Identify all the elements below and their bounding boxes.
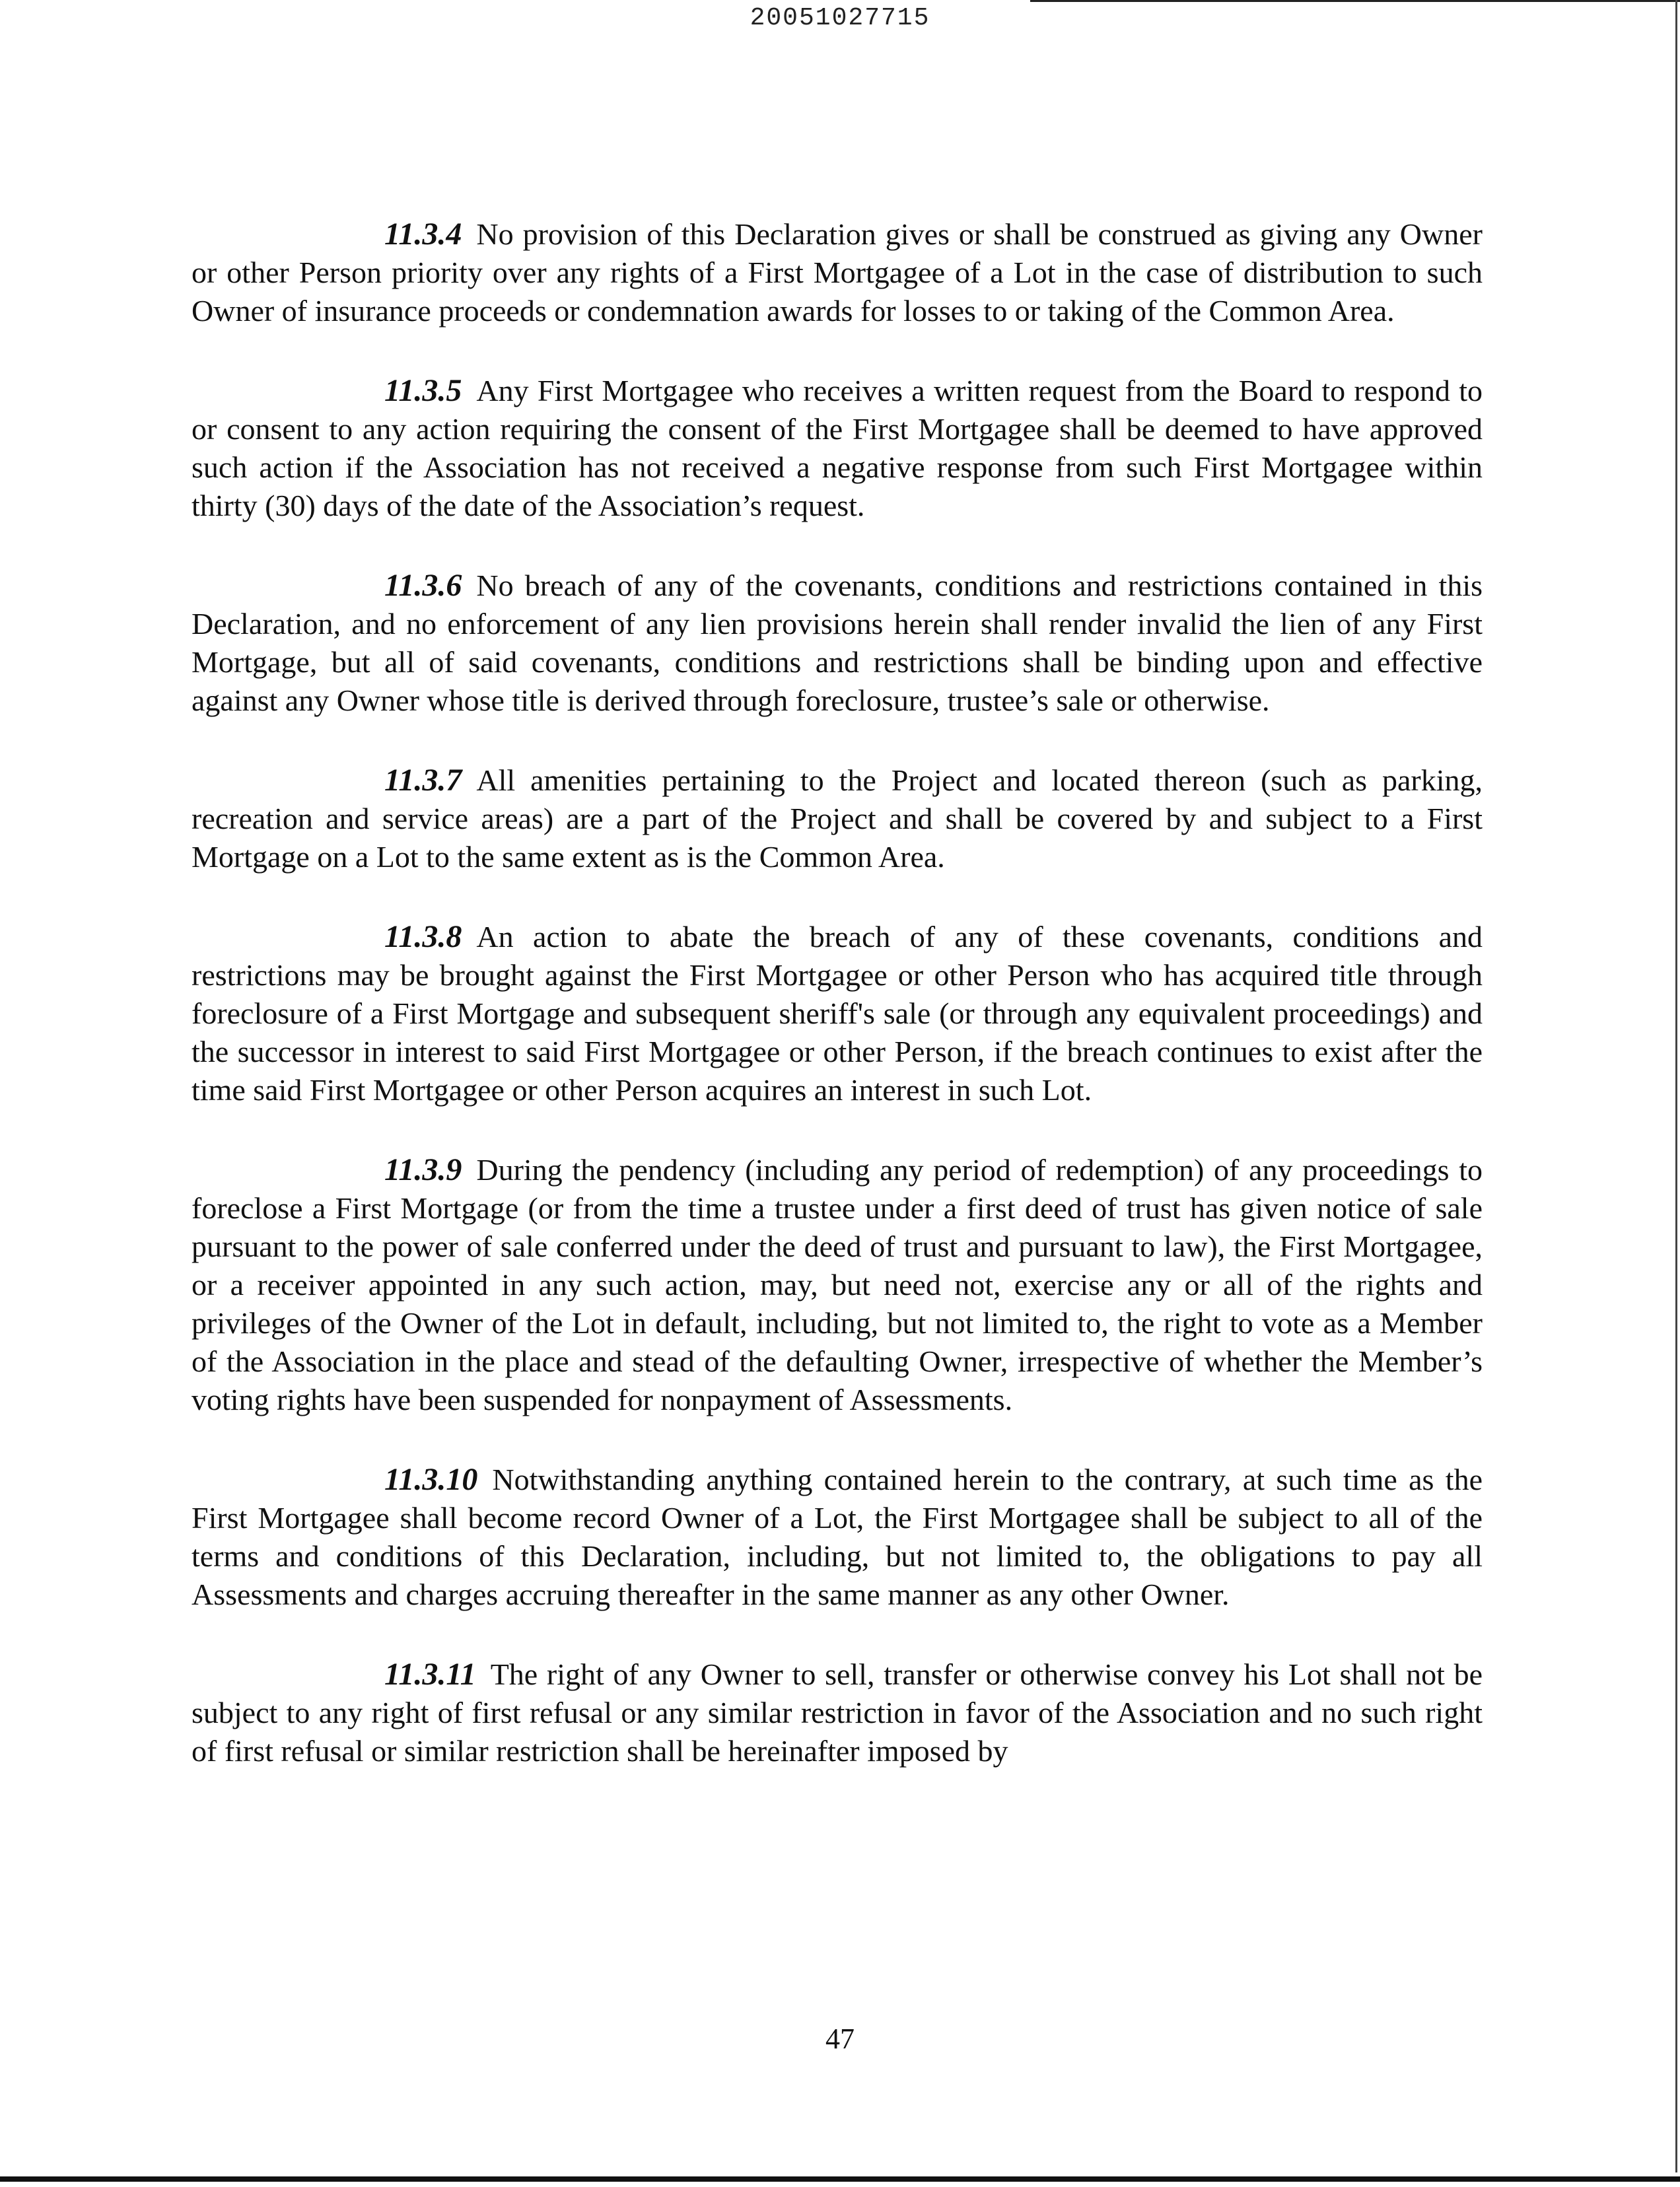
section-number: 11.3.11 bbox=[384, 1657, 476, 1692]
paragraph-11-3-8 bbox=[192, 918, 1483, 1109]
paragraph-11-3-11 bbox=[192, 1655, 1483, 1770]
paragraph-11-3-9 bbox=[192, 1151, 1483, 1419]
paragraph-11-3-10 bbox=[192, 1461, 1483, 1614]
top-border-line bbox=[1030, 0, 1680, 2]
paragraph-text: No provision of this Declaration gives or shall be construed as giving any Owner or other Person priority over any rights of a First Mortgagee of a Lot in the case of distribution to such Owner of insurance proceeds or condemnation awards for losses to or taking of the Common Area. bbox=[192, 217, 1483, 328]
document-body bbox=[192, 215, 1483, 1812]
document-number: 20051027715 bbox=[750, 4, 930, 32]
section-number: 11.3.9 bbox=[384, 1152, 462, 1187]
section-number: 11.3.4 bbox=[384, 217, 462, 252]
paragraph-text: All amenities pertaining to the Project and located thereon (such as parking, recreation and service areas) are a part of the Project and shall be covered by and subject to a First Mortgage on a Lot to the same extent as is the Common Area. bbox=[192, 763, 1483, 874]
section-number: 11.3.6 bbox=[384, 568, 462, 603]
paragraph-text: During the pendency (including any period of redemption) of any proceedings to foreclose a First Mortgage (or from the time a trustee under a first deed of trust has given notice of sale pursuant to the power of sale conferred under the deed of trust and pursuant to law), the First Mortgagee, or a receiver appointed in any such action, may, but need not, exercise any or all of the rights and privileges of the Owner of the Lot in default, including, but not limited to, the right to vote as a Member of the Association in the place and stead of the defaulting Owner, irrespective of whether the Member’s voting rights have been suspended for nonpayment of Assessments. bbox=[192, 1153, 1483, 1416]
paragraph-text: An action to abate the breach of any of these covenants, conditions and restrictions may be brought against the First Mortgagee or other Person who has acquired title through foreclosure of a First Mortgage and subsequent sheriff's sale (or through any equivalent proceedings) and the successor in interest to said First Mortgagee or other Person, if the breach continues to exist after the time said First Mortgagee or other Person acquires an interest in such Lot. bbox=[192, 920, 1483, 1107]
section-number: 11.3.7 bbox=[384, 763, 462, 798]
paragraph-text: Notwithstanding anything contained herein to the contrary, at such time as the First Mortgagee shall become record Owner of a Lot, the First Mortgagee shall be subject to all of the terms and conditions of this Declaration, including, but not limited to, the obligations to pay all Assessments and charges accruing thereafter in the same manner as any other Owner. bbox=[192, 1463, 1483, 1611]
paragraph-text: Any First Mortgagee who receives a written request from the Board to respond to or consent to any action requiring the consent of the First Mortgagee shall be deemed to have approved such action if the Association has not received a negative response from such First Mortgagee within thirty (30) days of the date of the Association’s request. bbox=[192, 374, 1483, 522]
paragraph-text: No breach of any of the covenants, conditions and restrictions contained in this Declaration, and no enforcement of any lien provisions herein shall render invalid the lien of any First Mortgage, but all of said covenants, conditions and restrictions shall be binding upon and effective against any Owner whose title is derived through foreclosure, trustee’s sale or otherwise. bbox=[192, 569, 1483, 717]
bottom-border-line bbox=[0, 2176, 1680, 2182]
section-number: 11.3.10 bbox=[384, 1462, 478, 1497]
section-number: 11.3.8 bbox=[384, 919, 462, 954]
paragraph-11-3-5 bbox=[192, 372, 1483, 525]
right-border-line bbox=[1675, 0, 1677, 2172]
paragraph-11-3-7 bbox=[192, 761, 1483, 876]
paragraph-11-3-6 bbox=[192, 567, 1483, 720]
paragraph-11-3-4 bbox=[192, 215, 1483, 330]
section-number: 11.3.5 bbox=[384, 373, 462, 408]
paragraph-text: The right of any Owner to sell, transfer or otherwise convey his Lot shall not be subject to any right of first refusal or any similar restriction in favor of the Association and no such right of first refusal or similar restriction shall be hereinafter imposed by bbox=[192, 1657, 1483, 1768]
page-number: 47 bbox=[825, 2023, 855, 2055]
